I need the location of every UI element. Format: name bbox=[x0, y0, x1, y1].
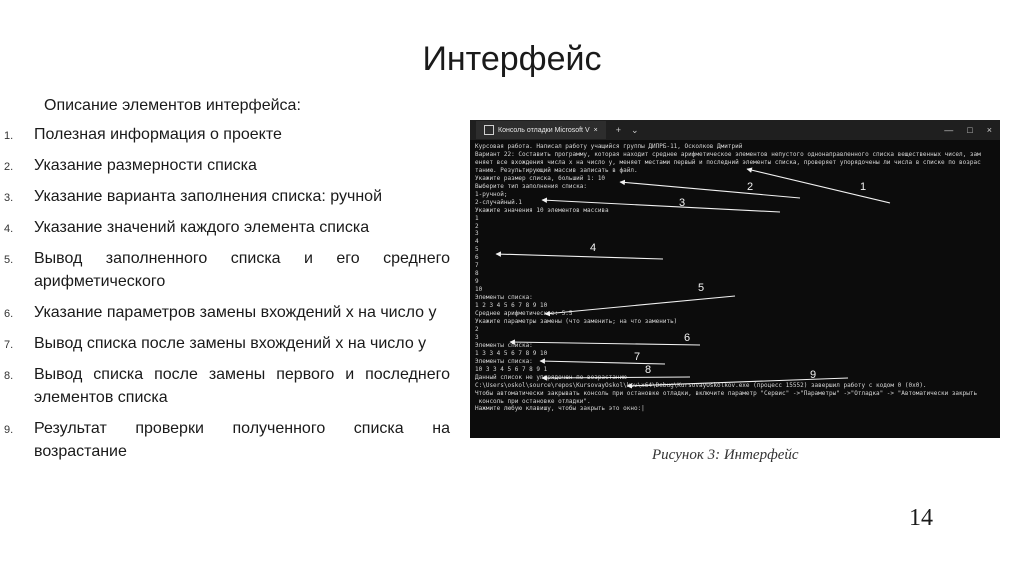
arrow-1 bbox=[747, 169, 890, 203]
list-item-number: 7. bbox=[4, 339, 14, 351]
arrow-8 bbox=[542, 377, 690, 378]
annotation-label-6: 6 bbox=[684, 332, 691, 344]
console-output: Курсовая работа. Написал работу учащийся группы ДИПРБ-11, Осколков Дмитрий Вариант 22: Составить программу, которая находит среднее арифметическое элементов непустого однонаправленного списка вещественных чисел, зам еняет все вхождения числа x на число y, меняет местами первый и последний элементы списка, проверяет упорядочены ли числа в списке по возрас танию. Результирующий массив записать в файл. Укажите размер списка, больший 1: 10 Выберите тип заполнения списка: 1-ручной; 2-случайный.1 Укажите значения 10 элементов массива 1 2 3 4 5 6 7 8 9 10 Элементы списка: 1 2 3 4 5 6 7 8 9 10 Среднее арифметическое: 5.5 Укажите параметры замены (что заменить; на что заменить) 2 3 Элементы списка: 1 3 3 4 5 6 7 8 9 10 Элементы списка: 10 3 3 4 5 6 7 8 9 1 Данный список не упорядочен по возрастанию C:\Users\oskol\source\repos\KursovayOskol\kov\x64\Debug\KursovayOskolkov.exe (процесс 15552) завершил работу с кодом 0 (0x0). Чтобы автоматически закрывать консоль при остановке отладки, включите параметр "Сервис" ->"Параметры" ->"Отладка" -> "Автоматически закрыть консоль при остановке отладки". Нажмите любую клавишу, чтобы закрыть это окно:| bbox=[475, 143, 981, 413]
figure-caption: Рисунок 3: Интерфейс bbox=[652, 447, 799, 463]
list-item bbox=[0, 247, 450, 293]
arrow-6 bbox=[510, 342, 700, 345]
list-item bbox=[0, 301, 450, 324]
close-tab-icon[interactable]: × bbox=[593, 126, 598, 134]
page-number: 14 bbox=[909, 505, 933, 531]
list-item-number: 2. bbox=[4, 161, 14, 173]
arrow-3 bbox=[542, 200, 780, 212]
tab-dropdown-button[interactable]: ⌄ bbox=[630, 124, 639, 135]
arrow-4 bbox=[496, 254, 663, 259]
list-item-text: Вывод списка после замены первого и последнего элементов списка bbox=[34, 366, 450, 406]
annotation-label-2: 2 bbox=[747, 181, 754, 193]
minimize-button[interactable]: — bbox=[944, 125, 954, 135]
close-window-button[interactable]: × bbox=[986, 125, 992, 135]
slide-title: Интерфейс bbox=[422, 40, 602, 78]
list-item bbox=[0, 185, 450, 208]
console-screenshot bbox=[470, 120, 1000, 438]
annotation-label-3: 3 bbox=[679, 197, 686, 209]
list-item-text: Результат проверки полученного списка на возрастание bbox=[34, 420, 450, 460]
list-item-text: Указание параметров замены вхождений x на число y bbox=[34, 304, 437, 321]
list-item bbox=[0, 417, 450, 463]
list-item-number: 4. bbox=[4, 223, 14, 235]
annotation-label-1: 1 bbox=[860, 181, 867, 193]
list-item bbox=[0, 216, 450, 239]
annotation-arrows bbox=[470, 120, 1000, 438]
console-tab-title: Консоль отладки Microsoft V bbox=[498, 126, 590, 134]
list-item bbox=[0, 332, 450, 355]
new-tab-button[interactable]: + bbox=[615, 125, 621, 135]
list-item-text: Указание размерности списка bbox=[34, 157, 257, 174]
list-item-number: 5. bbox=[4, 254, 14, 266]
list-item bbox=[0, 154, 450, 177]
list-item-number: 9. bbox=[4, 424, 14, 436]
list-item-number: 6. bbox=[4, 308, 14, 320]
list-item-text: Вывод списка после замены вхождений x на число y bbox=[34, 335, 427, 352]
annotation-label-8: 8 bbox=[645, 364, 652, 376]
list-item-number: 3. bbox=[4, 192, 14, 204]
arrow-5 bbox=[545, 296, 735, 314]
maximize-button[interactable]: □ bbox=[967, 125, 973, 135]
annotation-label-9: 9 bbox=[810, 369, 817, 381]
list-item-number: 8. bbox=[4, 370, 14, 382]
list-item-number: 1. bbox=[4, 130, 14, 142]
list-item-text: Вывод заполненного списка и его среднего арифметического bbox=[34, 250, 450, 290]
list-item-text: Полезная информация о проекте bbox=[34, 126, 282, 143]
annotation-label-5: 5 bbox=[698, 282, 705, 294]
list-item bbox=[0, 123, 450, 146]
list-item-text: Указание варианта заполнения списка: ручной bbox=[34, 188, 383, 205]
list-item-text: Указание значений каждого элемента списка bbox=[34, 219, 370, 236]
arrow-2 bbox=[620, 182, 800, 198]
slide-subtitle: Описание элементов интерфейса: bbox=[44, 97, 301, 114]
list-item bbox=[0, 363, 450, 409]
annotation-label-4: 4 bbox=[590, 242, 597, 254]
interface-elements-list bbox=[0, 123, 450, 471]
annotation-label-7: 7 bbox=[634, 351, 641, 363]
